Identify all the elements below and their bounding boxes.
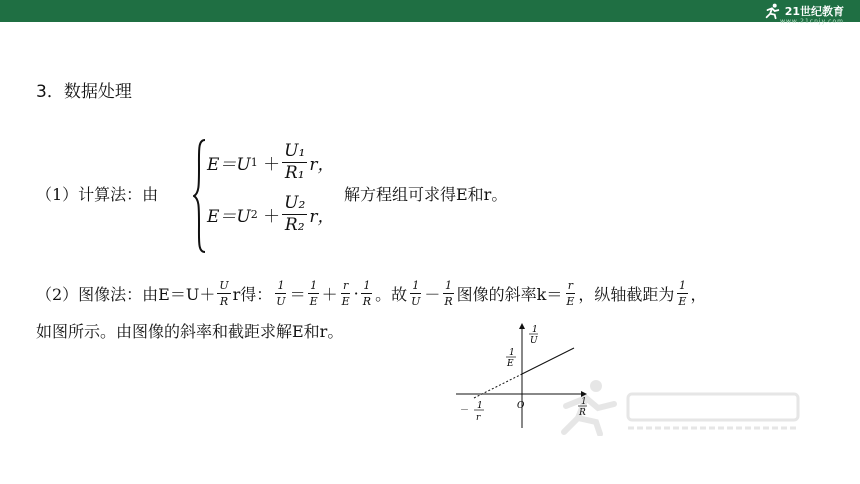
f2-num: 1	[277, 279, 285, 292]
f7-den: R	[444, 295, 453, 308]
f2-den: U	[276, 295, 286, 308]
m2-mid4: ，纵轴截距为	[578, 285, 675, 304]
m2-plus: ＋	[321, 285, 338, 304]
y-axis-label-num: 1	[532, 325, 538, 335]
eq2-frac-num: U₂	[284, 193, 306, 213]
f9-num: 1	[678, 279, 686, 292]
eq1-frac-den: R₁	[284, 163, 305, 183]
equation-1: E＝U 1 ＋ $\frac{\text{U₁}}{\text{R₁}}$ r，	[207, 141, 335, 183]
eq2-sub: 2	[250, 208, 258, 221]
f9-den: E	[678, 295, 687, 308]
m2-mid1: r得：	[232, 285, 273, 304]
eq2-fraction	[282, 195, 307, 234]
f8-den: E	[566, 295, 575, 308]
method1-prefix: （1）计算法：由	[36, 185, 159, 204]
equation-2: E＝U 2 ＋ $\frac{\text{U₂}}{\text{R₂}}$ r，	[207, 193, 335, 235]
eq2-frac-den: R₂	[284, 215, 305, 235]
eq1-lhs: E＝U	[207, 155, 251, 175]
f6-den: U	[411, 295, 421, 308]
m2-eq: ＝	[289, 285, 306, 304]
eq2-lhs: E＝U	[207, 207, 251, 227]
m2-dot: ·	[353, 284, 359, 303]
f5-den: R	[362, 295, 372, 308]
intercept-label-den: E	[507, 359, 514, 369]
eq1-fraction	[282, 143, 307, 182]
graph-line-solid	[522, 348, 574, 374]
f3-den: E	[309, 295, 318, 308]
f3-num: 1	[310, 279, 318, 292]
section-title: 3．数据处理	[36, 82, 132, 102]
runner-logo-icon	[763, 2, 781, 20]
f8-num: r	[567, 279, 574, 292]
f4-num: r	[343, 279, 349, 292]
m2-mid3: 图像的斜率k＝	[456, 285, 563, 304]
m2-minus: －	[424, 285, 441, 304]
f5-num: 1	[363, 279, 371, 292]
x-intercept-num: 1	[477, 401, 483, 411]
f7-num: 1	[445, 279, 453, 292]
f1-den: R	[219, 295, 229, 308]
m2-end: ，	[690, 285, 707, 304]
m2-prefix: （2）图像法：由E＝U＋	[36, 285, 216, 304]
logo-text: 21世纪教育	[784, 5, 844, 18]
m2-mid2: 。故	[375, 285, 408, 304]
x-intercept-den: r	[476, 413, 481, 423]
eq1-sub: 1	[250, 156, 258, 169]
x-axis-label-den: R	[579, 408, 586, 418]
f6-num: 1	[412, 279, 420, 292]
method2-line1	[36, 280, 706, 307]
method2-line2: 如图所示。由图像的斜率和截距求解E和r。	[36, 322, 344, 341]
origin-label: O	[517, 401, 525, 411]
method1-suffix: 解方程组可求得E和r。	[344, 185, 508, 204]
logo-subtext: www.21cnjy.com	[780, 18, 844, 25]
eq2-tail: r，	[309, 207, 335, 227]
x-axis-label-num: 1	[581, 397, 587, 407]
left-brace-icon	[193, 138, 207, 254]
x-intercept-sign: －	[460, 406, 470, 416]
eq1-tail: r，	[309, 155, 335, 175]
f1-num: U	[219, 279, 229, 292]
top-banner	[0, 0, 860, 25]
y-axis-label-den: U	[530, 336, 538, 346]
watermark-logo-icon	[548, 376, 818, 436]
f4-den: E	[341, 295, 350, 308]
eq1-frac-num: U₁	[284, 141, 306, 161]
intercept-label-num: 1	[509, 348, 515, 358]
brand-logo	[763, 2, 844, 25]
